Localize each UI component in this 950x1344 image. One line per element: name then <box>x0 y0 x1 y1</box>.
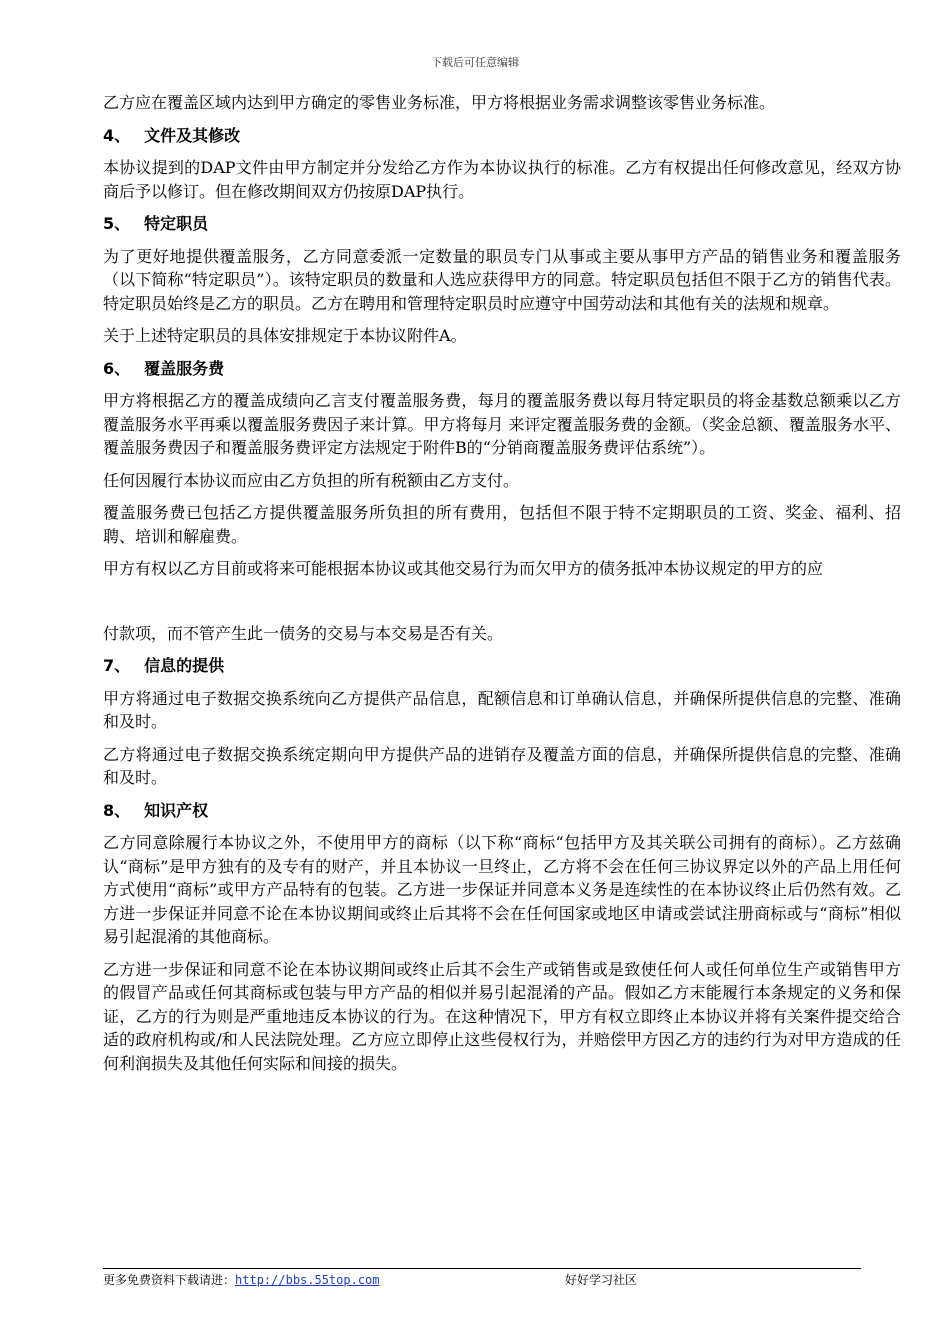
page-break-gap <box>103 590 901 622</box>
section-title: 覆盖服务费 <box>144 358 225 378</box>
paragraph-intro: 乙方应在覆盖区域内达到甲方确定的零售业务标准，甲方将根据业务需求调整该零售业务标准。 <box>103 93 776 112</box>
section-heading-4 <box>103 124 901 148</box>
section-title: 文件及其修改 <box>144 125 241 145</box>
footer-prefix: 更多免费资料下载请进： <box>103 1273 236 1287</box>
document-body <box>103 91 901 1084</box>
section-title: 知识产权 <box>144 800 209 820</box>
section-number: 7、 <box>103 656 131 675</box>
page-header-note: 下载后可任意编辑 <box>431 56 519 69</box>
paragraph: 任何因履行本协议而应由乙方负担的所有税额由乙方支付。 <box>103 470 520 490</box>
section-heading-6 <box>103 357 901 381</box>
section-number: 6、 <box>103 358 131 378</box>
section-title: 特定职员 <box>144 214 209 233</box>
footer-link[interactable]: http://bbs.55top.com <box>235 1273 380 1287</box>
paragraph: 覆盖服务费已包括乙方提供覆盖服务所负担的所有费用，包括但不限于特不定期职员的工资、奖金、福利、招聘、培训和解雇费。 <box>103 503 901 546</box>
section-heading-5 <box>103 212 901 236</box>
section-title: 信息的提供 <box>144 656 225 675</box>
paragraph: 乙方进一步保证和同意不论在本协议期间或终止后其不会生产或销售或是致使任何人或任何单位生产或销售甲方的假冒产品或任何其商标或包装与甲方产品的相似并易引起混淆的产品。假如乙方末能履行本条规定的义务和保证，乙方的行为则是严重地违反本协议的行为。在这种情况下，甲方有权立即终止本协议并将有关案件提交给合适的政府机构或/和人民法院处理。乙方应立即停止这些侵权行为，并赔偿甲方因乙方的违约行为对甲方造成的任何利润损失及其他任何实际和间接的损失。 <box>103 959 901 1073</box>
footer-site-name: 好好学习社区 <box>565 1273 638 1287</box>
paragraph: 本协议提到的DAP文件由甲方制定并分发给乙方作为本协议执行的标准。乙方有权提出任何修改意见，经双方协商后予以修订。但在修改期间双方仍按原DAP执行。 <box>103 158 901 201</box>
section-heading-7 <box>103 654 901 678</box>
paragraph: 甲方将通过电子数据交换系统向乙方提供产品信息，配额信息和订单确认信息，并确保所提供信息的完整、准确和及时。 <box>103 688 901 731</box>
paragraph: 甲方有权以乙方目前或将来可能根据本协议或其他交易行为而欠甲方的债务抵冲本协议规定的甲方的应 <box>103 559 824 578</box>
paragraph: 关于上述特定职员的具体安排规定于本协议附件A。 <box>103 326 467 345</box>
section-number: 5、 <box>103 214 131 233</box>
page-footer <box>103 1272 901 1288</box>
paragraph: 为了更好地提供覆盖服务，乙方同意委派一定数量的职员专门从事或主要从事甲方产品的销售业务和覆盖服务（以下简称“特定职员”）。该特定职员的数量和人选应获得甲方的同意。特定职员包括但不限于乙方的销售代表。特定职员始终是乙方的职员。乙方在聘用和管理特定职员时应遵守中国劳动法和其他有关的法规和规章。 <box>103 246 901 313</box>
paragraph: 甲方将根据乙方的覆盖成绩向乙言支付覆盖服务费，每月的覆盖服务费以每月特定职员的将金基数总额乘以乙方覆盖服务水平再乘以覆盖服务费因子来计算。甲方将每月 来评定覆盖服务费的金额。（奖金总额、覆盖服务水平、覆盖服务费因子和覆盖服务费评定方法规定于附件B的“分销商覆盖服务费评估系统”）。 <box>103 391 901 457</box>
paragraph: 乙方同意除履行本协议之外，不使用甲方的商标（以下称“商标“包括甲方及其关联公司拥有的商标）。乙方兹确认“商标”是甲方独有的及专有的财产，并且本协议一旦终止，乙方将不会在任何三协议界定以外的产品上用任何方式使用“商标”或甲方产品特有的包装。乙方进一步保证并同意本义务是连续性的在本协议终止后仍然有效。乙方进一步保证并同意不论在本协议期间或终止后其将不会在任何国家或地区申请或尝试注册商标或与“商标”相似易引起混淆的其他商标。 <box>103 833 901 946</box>
paragraph: 乙方将通过电子数据交换系统定期向甲方提供产品的进销存及覆盖方面的信息，并确保所提供信息的完整、准确和及时。 <box>103 744 901 787</box>
paragraph: 付款项，而不管产生此一债务的交易与本交易是否有关。 <box>103 623 504 643</box>
section-number: 4、 <box>103 125 131 145</box>
section-heading-8 <box>103 799 901 823</box>
section-number: 8、 <box>103 800 131 820</box>
footer-divider <box>103 1268 861 1269</box>
